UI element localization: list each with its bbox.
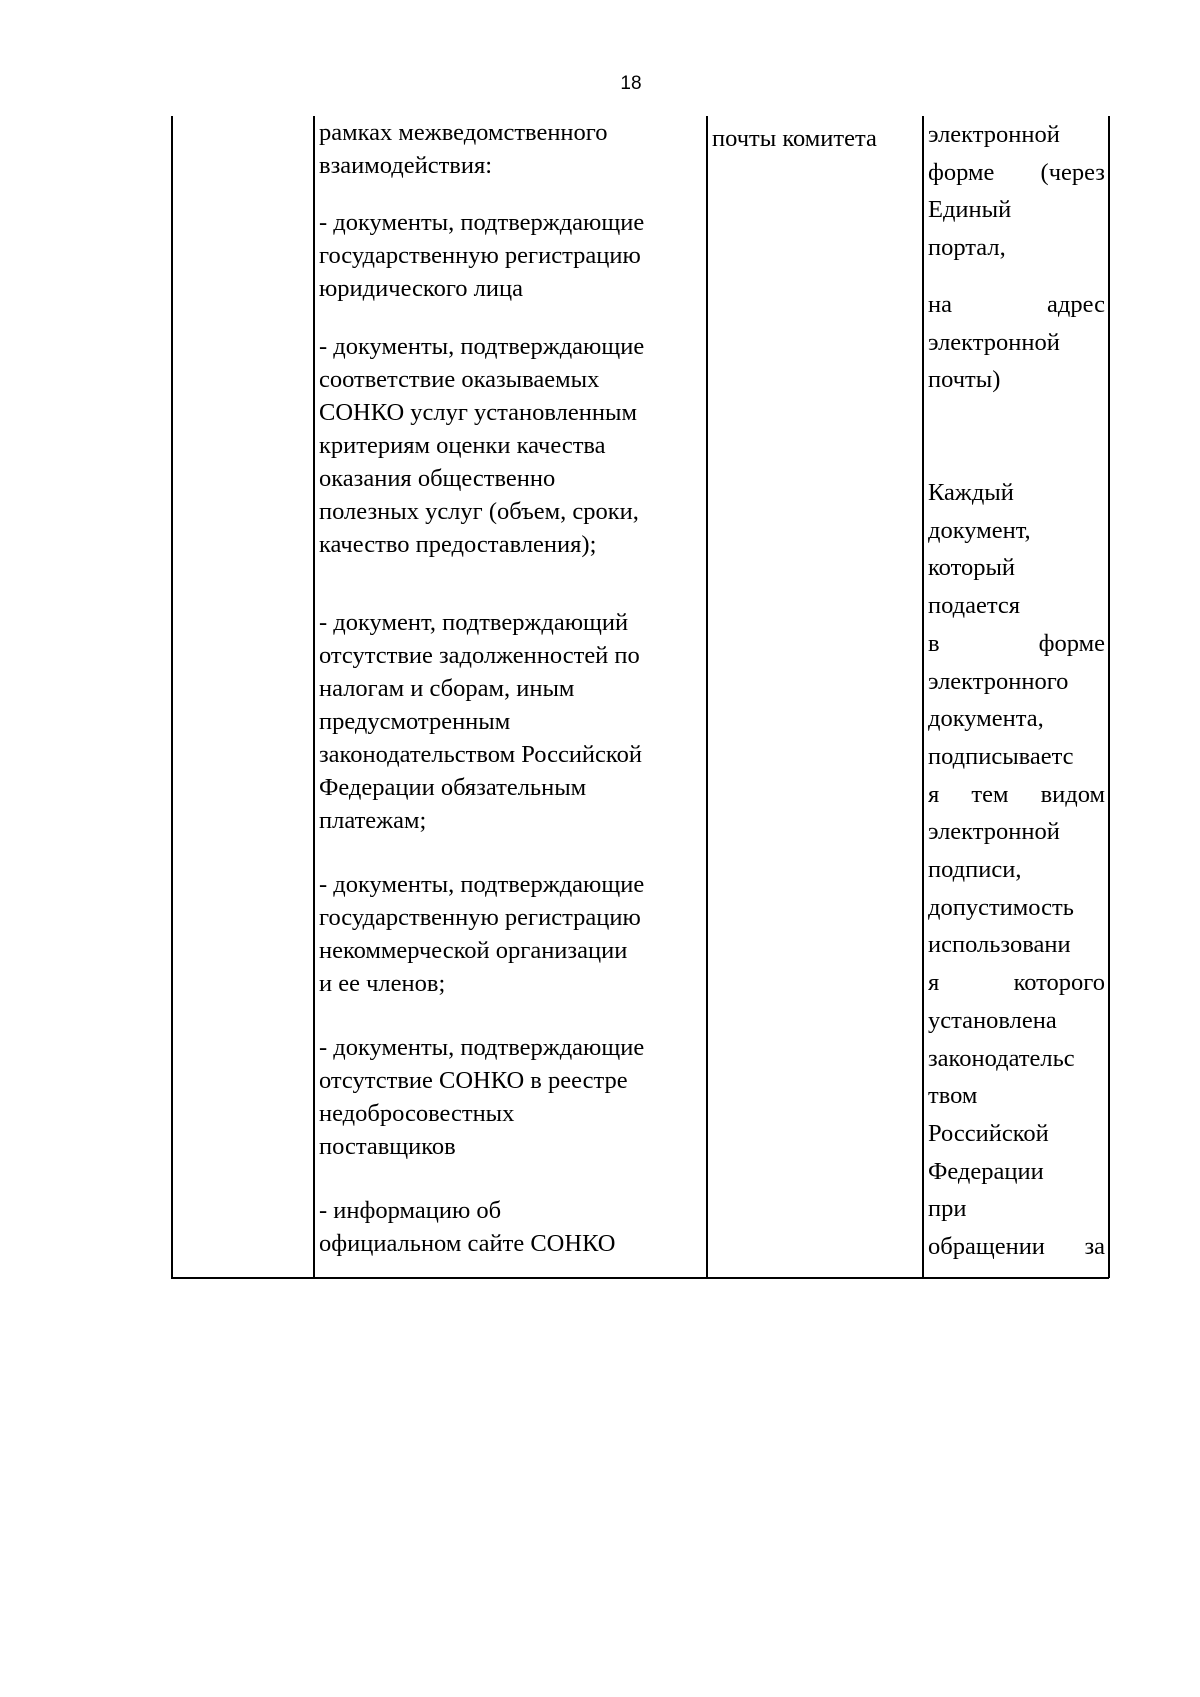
- table-border-left: [171, 116, 173, 1278]
- table-cell-form: [922, 116, 1109, 1278]
- page-number: 18: [620, 73, 642, 94]
- table-border-col1: [313, 116, 315, 1278]
- table-border-col2: [706, 116, 708, 1278]
- table-border-right: [1108, 116, 1110, 1278]
- method-text: почты комитета: [712, 125, 877, 152]
- documents-item-registration: - документы, подтверждающие государственную регистрацию юридического лица: [319, 209, 645, 302]
- table-cell-documents-list: [313, 116, 706, 1278]
- documents-intro: рамках межведомственного взаимодействия:: [319, 119, 608, 179]
- table-cell-number: [171, 116, 313, 1278]
- documents-item-quality: - документы, подтверждающие соответствие оказываемых СОНКО услуг установленным критериям оценки качества оказания общественно полезных услуг (объем, сроки, качество предоставления);: [319, 333, 645, 558]
- document-table: [171, 116, 1109, 1278]
- form-signature-note: Каждый документ, который подается в форме электронного документа, подписываетс я тем видом электронной подписи, допустимость использовани я которого установлена законодательс твом Российской Федерации при обращении за: [928, 479, 1105, 1261]
- form-email: на адрес электронной почты): [928, 291, 1105, 394]
- documents-item-nko-registration: - документы, подтверждающие государственную регистрацию некоммерческой организации и ее членов;: [319, 871, 645, 997]
- documents-item-no-debt: - документ, подтверждающий отсутствие задолженностей по налогам и сборам, иным предусмотренным законодательством Российской Федерации обязательным платежам;: [319, 609, 642, 834]
- table-border-col3: [922, 116, 924, 1278]
- form-electronic: электронной форме (через Единый портал,: [928, 121, 1105, 262]
- documents-item-website: - информацию об официальном сайте СОНКО: [319, 1197, 616, 1257]
- table-border-bottom: [171, 1277, 1109, 1279]
- table-cell-method: [706, 116, 922, 1278]
- documents-item-registry: - документы, подтверждающие отсутствие СОНКО в реестре недобросовестных поставщиков: [319, 1034, 645, 1160]
